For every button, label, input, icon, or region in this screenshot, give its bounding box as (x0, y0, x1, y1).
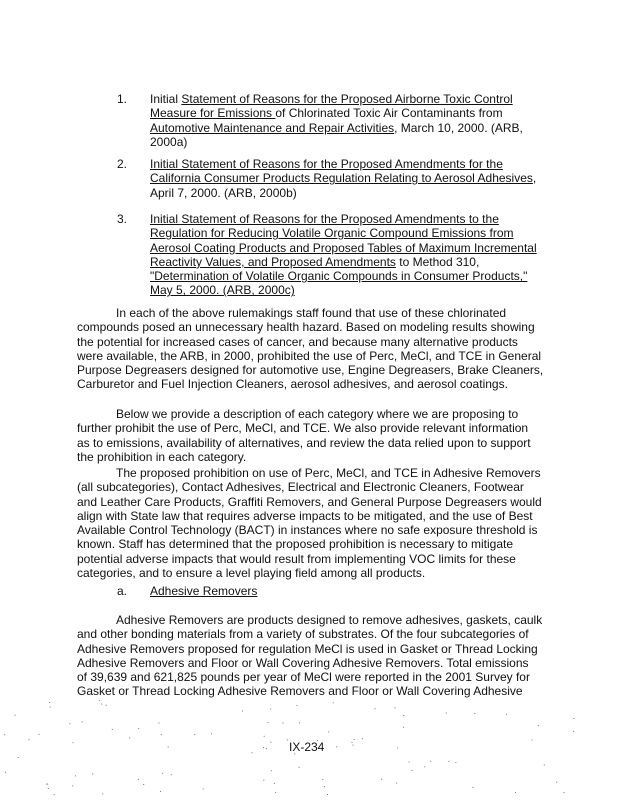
text-segment: Automotive Maintenance and Repair Activities (150, 120, 395, 135)
reference-line (150, 269, 537, 283)
paragraph-line: further prohibit the use of Perc, MeCl, and TCE. We also provide relevant information (77, 421, 529, 436)
reference-line (150, 186, 536, 200)
text-segment: of Chlorinated Toxic Air Contaminants from (275, 106, 503, 121)
paragraph-line: Purpose Degreasers designed for automotive use, Engine Degreasers, Brake Cleaners, (77, 363, 544, 378)
reference-line (150, 241, 537, 255)
section-paragraph (77, 613, 547, 699)
paragraph-line: Carburetor and Fuel Injection Cleaners, aerosol adhesives, and aerosol coatings. (77, 377, 508, 392)
paragraph-line: Adhesive Removers and Floor or Wall Covering Adhesive Removers. Total emissions (77, 655, 529, 670)
text-segment: Reactivity Values, and Proposed Amendments (150, 254, 396, 269)
paragraph-line: as to emissions, availability of alternatives, and review the data relied upon to support (77, 435, 531, 450)
reference-text (150, 92, 523, 149)
paragraph-line: (all subcategories), Contact Adhesives, Electrical and Electronic Cleaners, Footwear (77, 480, 524, 495)
reference-line (150, 92, 523, 106)
paragraph-line: compounds posed an unnecessary health hazard. Based on modeling results showing (77, 320, 535, 335)
reference-line (150, 226, 537, 240)
text-segment: 2000a) (150, 134, 188, 149)
text-segment: May 5, 2000. (ARB, 2000c) (150, 283, 295, 298)
reference-line (150, 255, 537, 269)
reference-line (150, 157, 536, 171)
text-segment: Aerosol Coating Products and Proposed Tables of Maximum Incremental (150, 240, 537, 255)
paragraph-line: Adhesive Removers are products designed to remove adhesives, gaskets, caulk (116, 613, 543, 627)
reference-line (150, 135, 523, 149)
paragraph-line: were available, the ARB, in 2000, prohibited the use of Perc, MeCl, and TCE in General (77, 348, 542, 363)
text-segment: Initial Statement of Reasons for the Proposed Amendments for the (150, 157, 503, 171)
paragraph-line: of 39,639 and 621,825 pounds per year of MeCl were reported in the 2001 Survey for (77, 670, 530, 685)
reference-number: 1. (117, 92, 128, 106)
reference-text (150, 157, 536, 200)
paragraph-line: and Leather Care Products, Graffiti Removers, and General Purpose Degreasers would (77, 494, 542, 509)
paragraph-line: the potential for increased cases of cancer, and because many alternative products (77, 334, 518, 349)
text-segment: Initial (150, 92, 182, 106)
paragraph-line: the prohibition in each category. (77, 449, 247, 464)
paragraph-line: Available Control Technology (BACT) in instances where no safe exposure threshold is (77, 523, 538, 538)
paragraph-line: In each of the above rulemakings staff found that use of these chlorinated (116, 306, 507, 320)
paragraph-line: and other bonding materials from a variety of substrates. Of the four subcategories of (77, 627, 529, 642)
paragraph (77, 466, 547, 580)
reference-number: 3. (117, 212, 128, 226)
section-title: Adhesive Removers (150, 584, 258, 598)
paragraph (77, 407, 547, 464)
reference-text (150, 212, 537, 298)
reference-line (150, 121, 523, 135)
reference-line (150, 171, 536, 185)
text-segment: April 7, 2000. (ARB, 2000b) (150, 185, 297, 200)
paragraph-line: known. Staff has determined that the proposed prohibition is necessary to mitigate (77, 537, 514, 552)
paragraph-line: Adhesive Removers proposed for regulation MeCl is used in Gasket or Thread Locking (77, 641, 538, 656)
text-segment: Initial Statement of Reasons for the Proposed Amendments to the (150, 212, 499, 226)
paragraph-line: The proposed prohibition on use of Perc, MeCl, and TCE in Adhesive Removers (116, 466, 541, 480)
reference-line (150, 283, 537, 297)
text-segment: Statement of Reasons for the Proposed Airborne Toxic Control (181, 92, 513, 106)
text-segment: California Consumer Products Regulation Relating to Aerosol Adhesives (150, 171, 533, 186)
text-segment: Regulation for Reducing Volatile Organic Compound Emissions from (150, 226, 514, 241)
page-number: IX-234 (289, 740, 325, 754)
section-heading (117, 584, 258, 598)
reference-number: 2. (117, 157, 128, 171)
paragraph-line: Gasket or Thread Locking Adhesive Removers and Floor or Wall Covering Adhesive (77, 684, 523, 699)
paragraph (77, 306, 547, 392)
paragraph-line: align with State law that requires adverse impacts to be mitigated, and the use of Best (77, 508, 533, 523)
reference-line (150, 212, 537, 226)
paragraph-line: Below we provide a description of each category where we are proposing to (116, 407, 519, 421)
text-segment: , (532, 171, 537, 186)
text-segment: "Determination of Volatile Organic Compounds in Consumer Products," (150, 269, 528, 284)
text-segment: , March 10, 2000. (ARB, (394, 120, 523, 135)
text-segment: to Method 310, (395, 254, 480, 269)
paragraph-line: potential adverse impacts that would result from implementing VOC limits for these (77, 551, 516, 566)
reference-line (150, 106, 523, 120)
section-letter: a. (117, 584, 128, 598)
paragraph-line: categories, and to ensure a level playing field among all products. (77, 566, 426, 581)
text-segment: Measure for Emissions (150, 106, 276, 121)
